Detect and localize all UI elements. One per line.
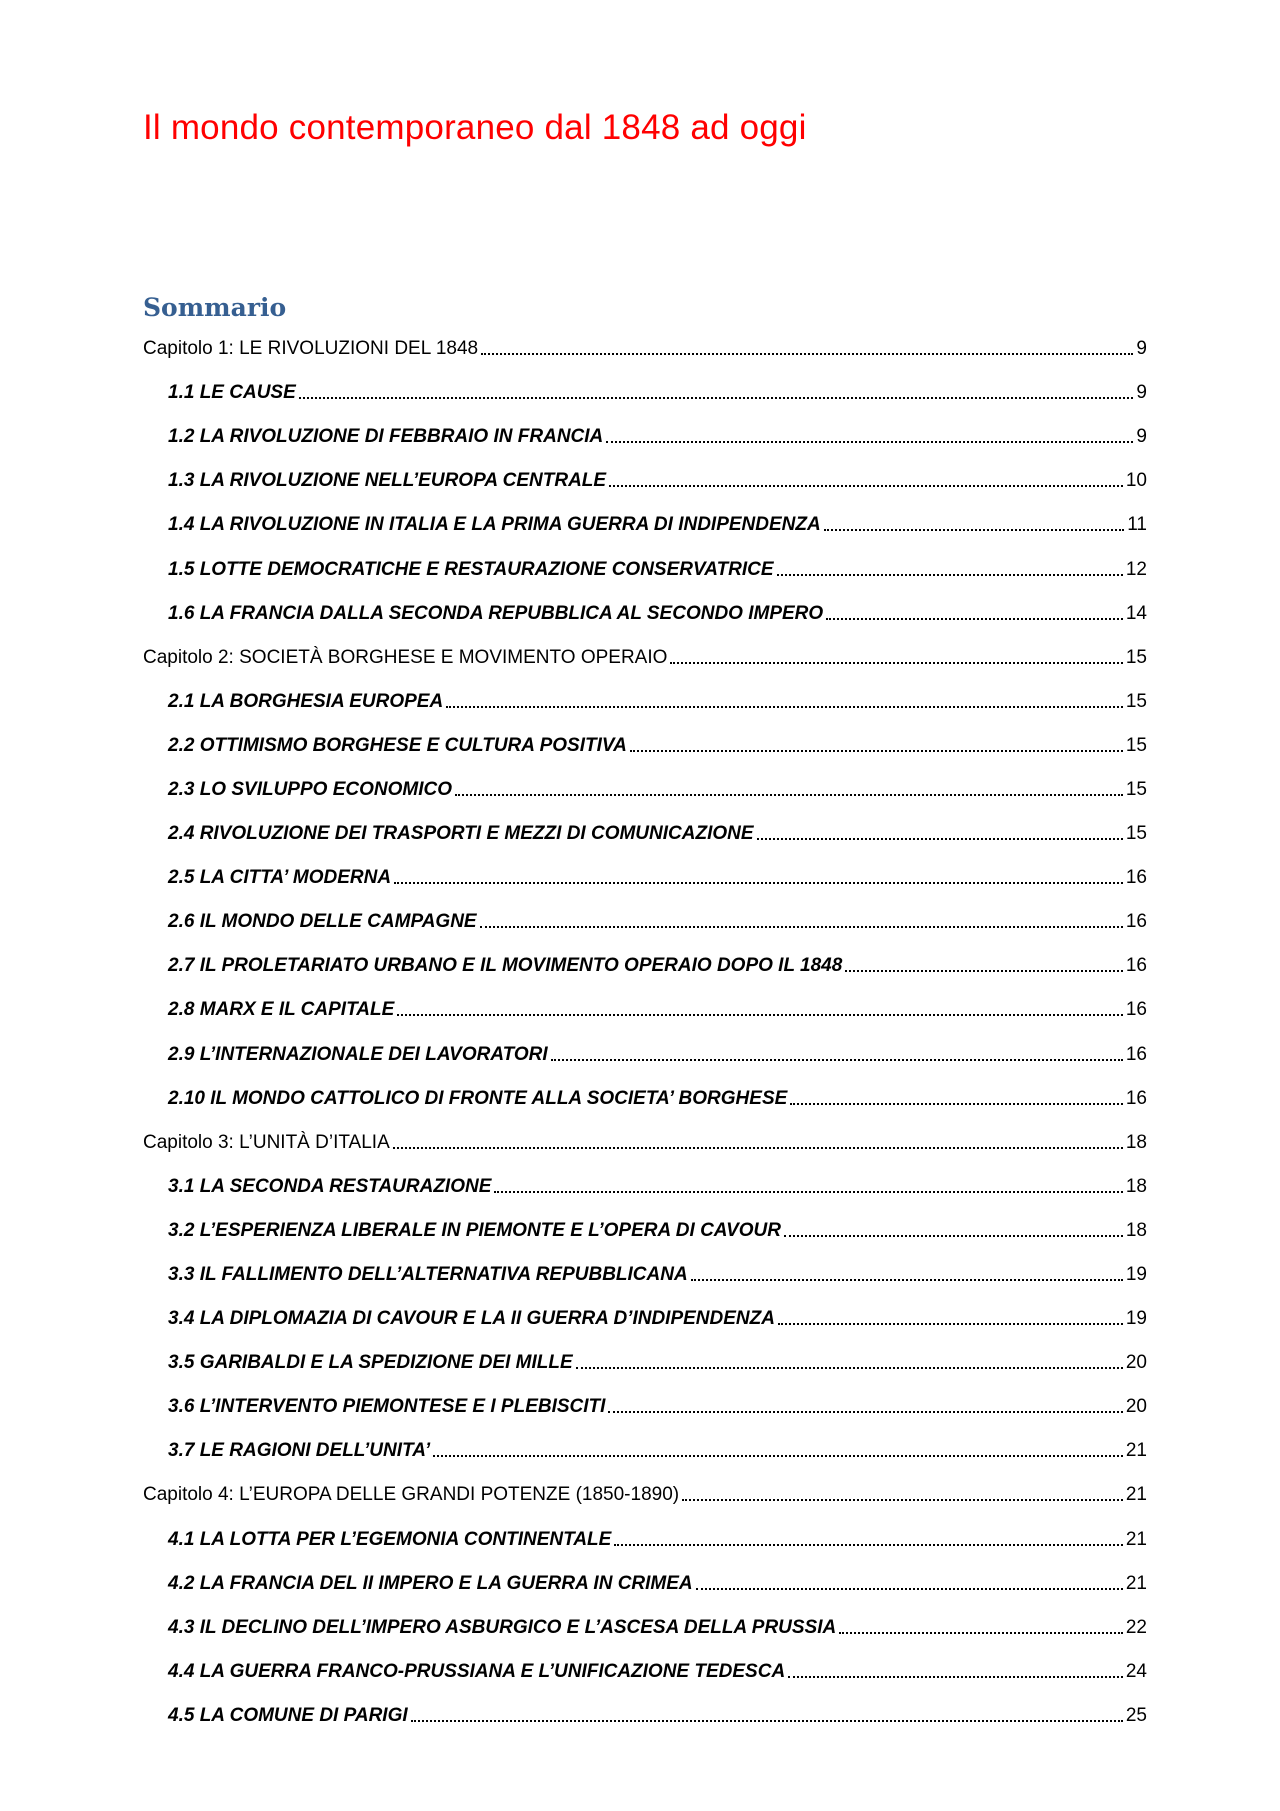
toc-dot-leader (393, 1147, 1123, 1149)
toc-dot-leader (630, 750, 1123, 752)
toc-page-number: 19 (1125, 1264, 1147, 1286)
toc-page-number: 15 (1125, 823, 1147, 845)
toc-entry-title: Capitolo 1: LE RIVOLUZIONI DEL 1848 (143, 338, 479, 360)
toc-dot-leader (576, 1367, 1123, 1369)
toc-dot-leader (682, 1499, 1123, 1501)
toc-section-link[interactable] (143, 900, 1147, 944)
toc-entry-title: 1.5 LOTTE DEMOCRATICHE E RESTAURAZIONE CONSERVATRICE (168, 558, 774, 580)
toc-page-number: 25 (1125, 1704, 1147, 1726)
toc-dot-leader (606, 441, 1133, 443)
toc-section-link[interactable] (143, 1606, 1147, 1650)
toc-page-number: 20 (1125, 1396, 1147, 1418)
toc-dot-leader (480, 926, 1123, 928)
toc-section-link[interactable] (143, 944, 1147, 988)
toc-entry-title: 1.1 LE CAUSE (168, 382, 296, 404)
toc-page-number: 16 (1125, 955, 1147, 977)
toc-entry-title: 3.3 IL FALLIMENTO DELL’ALTERNATIVA REPUBBLICANA (168, 1264, 688, 1286)
toc-section-link[interactable] (143, 1297, 1147, 1341)
toc-dot-leader (433, 1455, 1123, 1457)
toc-entry-title: 2.7 IL PROLETARIATO URBANO E IL MOVIMENTO OPERAIO DOPO IL 1848 (168, 955, 843, 977)
toc-section-link[interactable] (143, 768, 1147, 812)
toc-entry-title: Capitolo 3: L’UNITÀ D’ITALIA (143, 1131, 390, 1153)
toc-dot-leader (494, 1191, 1122, 1193)
toc-entry-title: 2.10 IL MONDO CATTOLICO DI FRONTE ALLA SOCIETA’ BORGHESE (168, 1087, 788, 1109)
toc-page-number: 18 (1125, 1131, 1147, 1153)
toc-entry-title: 2.6 IL MONDO DELLE CAMPAGNE (168, 911, 477, 933)
toc-page-number: 18 (1125, 1175, 1147, 1197)
toc-entry-title: 2.4 RIVOLUZIONE DEI TRASPORTI E MEZZI DI COMUNICAZIONE (168, 823, 754, 845)
toc-page-number: 12 (1125, 558, 1147, 580)
toc-entry-title: 3.7 LE RAGIONI DELL’UNITA’ (168, 1440, 431, 1462)
toc-page-number: 15 (1125, 734, 1147, 756)
toc-page-number: 21 (1125, 1440, 1147, 1462)
toc-heading: Sommario (143, 293, 287, 322)
document-title: Il mondo contemporaneo dal 1848 ad oggi (143, 108, 807, 147)
toc-entry-title: 4.5 LA COMUNE DI PARIGI (168, 1704, 408, 1726)
toc-section-link[interactable] (143, 856, 1147, 900)
toc-entry-title: 2.9 L’INTERNAZIONALE DEI LAVORATORI (168, 1043, 548, 1065)
toc-entry-title: 3.2 L’ESPERIENZA LIBERALE IN PIEMONTE E L’OPERA DI CAVOUR (168, 1219, 781, 1241)
toc-dot-leader (757, 838, 1123, 840)
toc-entry-title: 4.3 IL DECLINO DELL’IMPERO ASBURGICO E L’ASCESA DELLA PRUSSIA (168, 1616, 837, 1638)
toc-page-number: 15 (1125, 690, 1147, 712)
toc-section-link[interactable] (143, 1694, 1147, 1738)
toc-page-number: 16 (1125, 867, 1147, 889)
toc-section-link[interactable] (143, 503, 1147, 547)
toc-dot-leader (481, 353, 1133, 355)
toc-section-link[interactable] (143, 1650, 1147, 1694)
toc-chapter-link[interactable] (143, 1473, 1147, 1517)
table-of-contents (143, 327, 1147, 1738)
toc-entry-title: 2.1 LA BORGHESIA EUROPEA (168, 690, 444, 712)
toc-dot-leader (784, 1235, 1123, 1237)
toc-dot-leader (411, 1720, 1123, 1722)
toc-section-link[interactable] (143, 1385, 1147, 1429)
toc-page-number: 24 (1125, 1660, 1147, 1682)
toc-entry-title: 3.6 L’INTERVENTO PIEMONTESE E I PLEBISCITI (168, 1396, 606, 1418)
toc-chapter-link[interactable] (143, 636, 1147, 680)
toc-entry-title: 1.3 LA RIVOLUZIONE NELL’EUROPA CENTRALE (168, 470, 607, 492)
toc-dot-leader (691, 1279, 1123, 1281)
toc-page-number: 20 (1125, 1352, 1147, 1374)
toc-section-link[interactable] (143, 1165, 1147, 1209)
toc-section-link[interactable] (143, 415, 1147, 459)
toc-section-link[interactable] (143, 680, 1147, 724)
toc-dot-leader (394, 882, 1123, 884)
toc-dot-leader (670, 662, 1122, 664)
toc-entry-title: 2.5 LA CITTA’ MODERNA (168, 867, 392, 889)
toc-dot-leader (824, 529, 1125, 531)
toc-page-number: 22 (1125, 1616, 1147, 1638)
toc-section-link[interactable] (143, 1429, 1147, 1473)
toc-entry-title: 2.8 MARX E IL CAPITALE (168, 999, 395, 1021)
toc-dot-leader (455, 794, 1123, 796)
toc-page-number: 18 (1125, 1219, 1147, 1241)
toc-page-number: 11 (1127, 514, 1147, 536)
toc-section-link[interactable] (143, 592, 1147, 636)
toc-entry-title: 3.1 LA SECONDA RESTAURAZIONE (168, 1175, 492, 1197)
toc-page-number: 9 (1136, 338, 1147, 360)
toc-chapter-link[interactable] (143, 327, 1147, 371)
toc-entry-title: 1.4 LA RIVOLUZIONE IN ITALIA E LA PRIMA GUERRA DI INDIPENDENZA (168, 514, 821, 536)
toc-section-link[interactable] (143, 1033, 1147, 1077)
toc-dot-leader (777, 574, 1123, 576)
toc-dot-leader (609, 485, 1123, 487)
toc-page-number: 16 (1125, 1043, 1147, 1065)
toc-entry-title: Capitolo 4: L’EUROPA DELLE GRANDI POTENZE (1850-1890) (143, 1484, 680, 1506)
toc-section-link[interactable] (143, 1341, 1147, 1385)
toc-section-link[interactable] (143, 459, 1147, 503)
toc-dot-leader (839, 1632, 1123, 1634)
toc-chapter-link[interactable] (143, 1121, 1147, 1165)
toc-page-number: 16 (1125, 911, 1147, 933)
toc-dot-leader (551, 1059, 1123, 1061)
toc-section-link[interactable] (143, 988, 1147, 1032)
toc-page-number: 21 (1125, 1484, 1147, 1506)
toc-entry-title: 1.2 LA RIVOLUZIONE DI FEBBRAIO IN FRANCIA (168, 426, 604, 448)
toc-entry-title: 4.2 LA FRANCIA DEL II IMPERO E LA GUERRA IN CRIMEA (168, 1572, 693, 1594)
toc-dot-leader (790, 1103, 1123, 1105)
toc-dot-leader (788, 1676, 1123, 1678)
toc-dot-leader (608, 1411, 1122, 1413)
toc-dot-leader (826, 618, 1123, 620)
toc-page-number: 14 (1125, 602, 1147, 624)
toc-page-number: 10 (1125, 470, 1147, 492)
toc-page-number: 21 (1125, 1572, 1147, 1594)
toc-entry-title: Capitolo 2: SOCIETÀ BORGHESE E MOVIMENTO OPERAIO (143, 646, 668, 668)
toc-section-link[interactable] (143, 812, 1147, 856)
toc-section-link[interactable] (143, 1077, 1147, 1121)
toc-entry-title: 4.4 LA GUERRA FRANCO-PRUSSIANA E L’UNIFICAZIONE TEDESCA (168, 1660, 786, 1682)
toc-dot-leader (299, 397, 1134, 399)
toc-section-link[interactable] (143, 1209, 1147, 1253)
toc-entry-title: 3.4 LA DIPLOMAZIA DI CAVOUR E LA II GUERRA D’INDIPENDENZA (168, 1308, 775, 1330)
toc-page-number: 15 (1125, 778, 1147, 800)
toc-dot-leader (778, 1323, 1123, 1325)
toc-page-number: 19 (1125, 1308, 1147, 1330)
toc-section-link[interactable] (143, 724, 1147, 768)
toc-dot-leader (614, 1544, 1123, 1546)
toc-page-number: 16 (1125, 1087, 1147, 1109)
toc-entry-title: 2.2 OTTIMISMO BORGHESE E CULTURA POSITIVA (168, 734, 627, 756)
toc-entry-title: 1.6 LA FRANCIA DALLA SECONDA REPUBBLICA AL SECONDO IMPERO (168, 602, 824, 624)
toc-section-link[interactable] (143, 1253, 1147, 1297)
toc-section-link[interactable] (143, 1562, 1147, 1606)
toc-dot-leader (845, 970, 1123, 972)
toc-page-number: 16 (1125, 999, 1147, 1021)
toc-section-link[interactable] (143, 1518, 1147, 1562)
toc-page-number: 9 (1136, 426, 1147, 448)
toc-dot-leader (397, 1014, 1123, 1016)
toc-page-number: 9 (1136, 382, 1147, 404)
toc-entry-title: 2.3 LO SVILUPPO ECONOMICO (168, 778, 452, 800)
toc-section-link[interactable] (143, 547, 1147, 591)
toc-section-link[interactable] (143, 371, 1147, 415)
toc-entry-title: 3.5 GARIBALDI E LA SPEDIZIONE DEI MILLE (168, 1352, 573, 1374)
toc-page-number: 21 (1125, 1528, 1147, 1550)
toc-dot-leader (446, 706, 1123, 708)
toc-entry-title: 4.1 LA LOTTA PER L’EGEMONIA CONTINENTALE (168, 1528, 612, 1550)
toc-page-number: 15 (1125, 646, 1147, 668)
toc-dot-leader (696, 1588, 1123, 1590)
